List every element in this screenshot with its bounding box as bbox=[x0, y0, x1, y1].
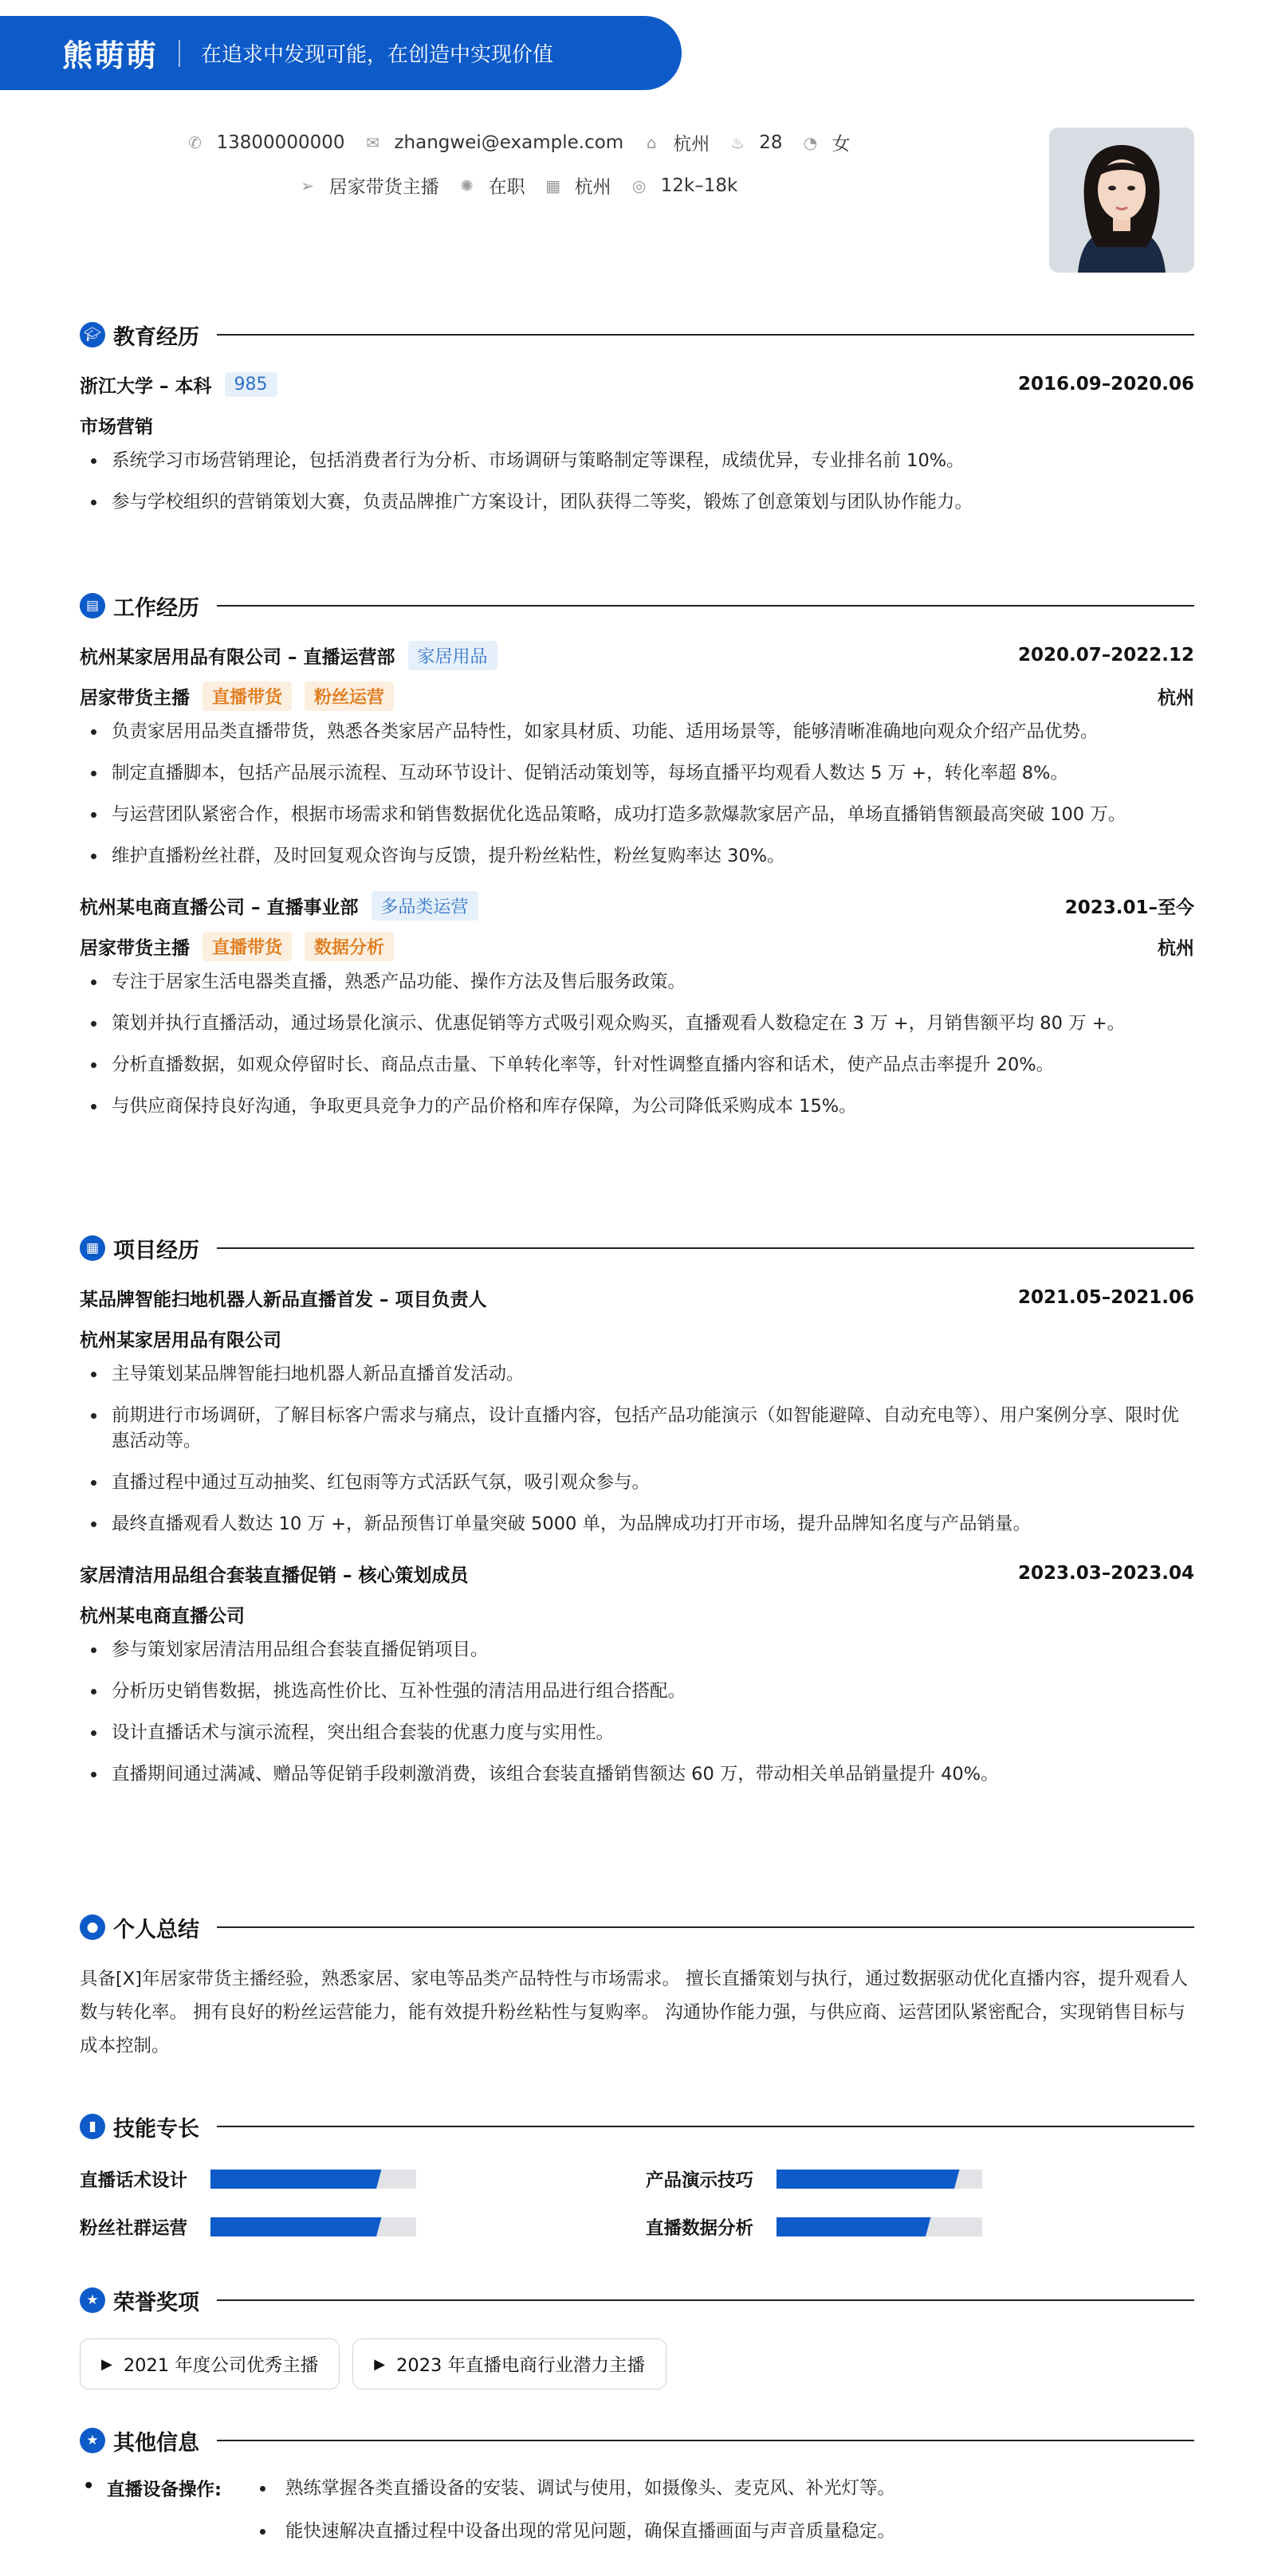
job-date: 2020.07–2022.12 bbox=[1017, 645, 1194, 666]
section-title: 技能专长 bbox=[113, 2116, 199, 2142]
honors-header bbox=[80, 2283, 1194, 2318]
contact-gender: ◔ 女 bbox=[801, 129, 850, 155]
list-item: • 分析历史销售数据，挑选高性价比、互补性强的清洁用品进行组合搭配。 bbox=[107, 1679, 1194, 1704]
section-title: 项目经历 bbox=[113, 1238, 199, 1263]
list-item: • 参与学校组织的营销策划大赛，负责品牌推广方案设计，团队获得二等奖，锻炼了创意策划与团队协作能力。 bbox=[107, 489, 1194, 515]
education-header bbox=[80, 317, 1194, 352]
other-label: • 直播设备操作: bbox=[80, 2476, 250, 2562]
list-item: • 维护直播粉丝社群，及时回复观众咨询与反馈，提升粉丝粘性，粉丝复购率达 30%。 bbox=[107, 843, 1194, 869]
project-name: 某品牌智能扫地机器人新品直播首发 – 项目负责人 bbox=[80, 1289, 487, 1310]
contact-row-job bbox=[0, 172, 1036, 198]
skill-tag: 粉丝运营 bbox=[305, 681, 394, 711]
section-divider bbox=[217, 334, 1194, 336]
skill-level-fill bbox=[777, 2170, 965, 2189]
education-bullets bbox=[80, 448, 1194, 515]
project-company: 杭州某家居用品有限公司 bbox=[80, 1329, 281, 1351]
contact-status: ✺ 在职 bbox=[458, 172, 525, 198]
job-role: 居家带货主播 bbox=[80, 937, 190, 959]
summary-section bbox=[80, 1910, 1194, 2063]
project-entry-head bbox=[80, 1557, 1194, 1589]
project-bullets bbox=[80, 1361, 1194, 1537]
other-section bbox=[80, 2423, 1194, 2562]
project-company-row bbox=[80, 1599, 1194, 1629]
job-city: 杭州 bbox=[1158, 937, 1194, 959]
skills-header bbox=[80, 2109, 1194, 2144]
summary-text: 具备[X]年居家带货主播经验，熟悉家居、家电等品类产品特性与市场需求。 擅长直播策划与执行，通过数据驱动优化直播内容，提升观看人数与转化率。 拥有良好的粉丝运营能力，能有效提升粉丝粘性与复购率。 沟通协作能力强，与供应商、运营团队紧密配合，实现销售目标与成本控制。 bbox=[80, 1969, 1189, 2056]
major: 市场营销 bbox=[80, 416, 153, 438]
company-name: 杭州某电商直播公司 – 直播事业部 bbox=[80, 897, 359, 918]
list-item: • 前期进行市场调研，了解目标客户需求与痛点，设计直播内容，包括产品功能演示（如智能避障、自动充电等）、用户案例分享、限时优惠活动等。 bbox=[107, 1403, 1194, 1454]
gender-icon: ◔ bbox=[803, 132, 818, 152]
contact-city: ⌂ 杭州 bbox=[643, 129, 710, 155]
section-title: 其他信息 bbox=[113, 2430, 199, 2456]
other-list bbox=[250, 2476, 895, 2562]
list-item: • 设计直播话术与演示流程，突出组合套装的优惠力度与实用性。 bbox=[107, 1720, 1194, 1745]
education-major-row bbox=[80, 410, 1194, 440]
play-icon: ▶ bbox=[101, 2355, 112, 2373]
skill-name: 直播话术设计 bbox=[80, 2170, 188, 2191]
work-section bbox=[80, 588, 1194, 1119]
contact-email: ✉ zhangwei@example.com bbox=[364, 132, 623, 153]
award-icon: ★ bbox=[80, 2428, 105, 2453]
section-divider bbox=[217, 605, 1194, 607]
skill-tag: 数据分析 bbox=[305, 932, 394, 961]
section-divider bbox=[217, 1247, 1194, 1249]
skill-name: 产品演示技巧 bbox=[646, 2170, 754, 2191]
job-bullets bbox=[80, 969, 1194, 1119]
contact-row-basic bbox=[0, 129, 1036, 155]
job-date: 2023.01–至今 bbox=[1064, 897, 1194, 918]
list-item: • 负责家居用品类直播带货，熟悉各类家居产品特性，如家具材质、功能、适用场景等，能够清晰准确地向观众介绍产品优势。 bbox=[107, 719, 1194, 744]
skill-item bbox=[646, 2166, 1194, 2192]
home-icon: ⌂ bbox=[646, 132, 657, 152]
name-banner bbox=[0, 16, 682, 90]
skill-level-bar bbox=[210, 2170, 416, 2189]
other-info bbox=[80, 2476, 1194, 2562]
banner-divider bbox=[179, 40, 180, 67]
section-title: 个人总结 bbox=[113, 1917, 199, 1942]
skill-level-fill bbox=[210, 2170, 387, 2189]
education-entry-head bbox=[80, 368, 1194, 400]
project-name: 家居清洁用品组合套装直播促销 – 核心策划成员 bbox=[80, 1565, 469, 1586]
list-item: • 与运营团队紧密合作，根据市场需求和销售数据优化选品策略，成功打造多款爆款家居产品，单场直播销售额最高突破 100 万。 bbox=[107, 802, 1194, 827]
project-date: 2023.03–2023.04 bbox=[1017, 1563, 1194, 1584]
section-divider bbox=[217, 1926, 1194, 1928]
contact-phone: ✆ 13800000000 bbox=[187, 132, 345, 153]
other-row bbox=[80, 2476, 1194, 2562]
candidate-name: 熊萌萌 bbox=[62, 38, 159, 73]
honor-chip: ▶ 2021 年度公司优秀主播 bbox=[80, 2338, 340, 2389]
section-divider bbox=[217, 2299, 1194, 2301]
list-item: • 熟练掌握各类直播设备的安装、调试与使用，如摄像头、麦克风、补光灯等。 bbox=[276, 2476, 895, 2501]
contact-salary: ◎ 12k–18k bbox=[631, 175, 738, 196]
skill-item bbox=[646, 2214, 1194, 2240]
list-item: • 能快速解决直播过程中设备出现的常见问题，确保直播画面与声音质量稳定。 bbox=[276, 2519, 895, 2544]
play-icon: ▶ bbox=[374, 2355, 386, 2373]
projects-header bbox=[80, 1231, 1194, 1266]
job-role-row bbox=[80, 681, 1194, 711]
skill-level-fill bbox=[210, 2217, 387, 2236]
education-section bbox=[80, 317, 1194, 515]
contact-age: ♨ 28 bbox=[729, 132, 782, 153]
graduation-cap-icon: 🎓︎ bbox=[80, 322, 105, 348]
company-name: 杭州某家居用品有限公司 – 直播运营部 bbox=[80, 646, 395, 668]
list-item: • 分析直播数据，如观众停留时长、商品点击量、下单转化率等，针对性调整直播内容和话术，使产品点击率提升 20%。 bbox=[107, 1052, 1194, 1078]
list-item: • 最终直播观看人数达 10 万 +，新品预售订单量突破 5000 单，为品牌成功打开市场，提升品牌知名度与产品销量。 bbox=[107, 1511, 1194, 1537]
avatar bbox=[1049, 128, 1194, 273]
loading-icon: ✺ bbox=[460, 175, 474, 195]
honors-list bbox=[80, 2338, 1194, 2389]
school-tag: 985 bbox=[225, 372, 277, 397]
company-tag: 多品类运营 bbox=[372, 891, 478, 921]
project-date: 2021.05–2021.06 bbox=[1017, 1287, 1194, 1308]
job-bullets bbox=[80, 719, 1194, 869]
section-title: 荣誉奖项 bbox=[113, 2290, 199, 2315]
job-entry-head bbox=[80, 639, 1194, 671]
job-city: 杭州 bbox=[1158, 687, 1194, 709]
project-bullets bbox=[80, 1637, 1194, 1787]
send-icon: ➢ bbox=[301, 175, 315, 195]
skills-section bbox=[80, 2109, 1194, 2240]
skill-tag: 直播带货 bbox=[202, 932, 292, 961]
job-role-row bbox=[80, 931, 1194, 961]
summary-header bbox=[80, 1910, 1194, 1945]
avatar-portrait-icon bbox=[1049, 128, 1194, 273]
user-icon: ● bbox=[80, 1914, 105, 1940]
job-role: 居家带货主播 bbox=[80, 687, 190, 709]
phone-icon: ✆ bbox=[188, 132, 202, 152]
list-item: • 与供应商保持良好沟通，争取更具竞争力的产品价格和库存保障，为公司降低采购成本 15%。 bbox=[107, 1094, 1194, 1119]
project-entry-head bbox=[80, 1282, 1194, 1314]
mail-icon: ✉ bbox=[366, 132, 379, 152]
building-icon: ▦ bbox=[545, 175, 561, 195]
skill-item bbox=[80, 2214, 646, 2240]
honor-chip: ▶ 2023 年直播电商行业潜力主播 bbox=[352, 2338, 666, 2389]
list-item: • 专注于居家生活电器类直播，熟悉产品功能、操作方法及售后服务政策。 bbox=[107, 969, 1194, 995]
cake-icon: ♨ bbox=[730, 132, 745, 152]
skill-name: 粉丝社群运营 bbox=[80, 2218, 188, 2239]
skill-level-fill bbox=[777, 2217, 937, 2236]
skill-name: 直播数据分析 bbox=[646, 2218, 754, 2239]
skill-level-bar bbox=[777, 2217, 982, 2236]
list-item: • 直播过程中通过互动抽奖、红包雨等方式活跃气氛，吸引观众参与。 bbox=[107, 1470, 1194, 1495]
candidate-slogan: 在追求中发现可能，在创造中实现价值 bbox=[201, 43, 554, 67]
list-item: • 参与策划家居清洁用品组合套装直播促销项目。 bbox=[107, 1637, 1194, 1663]
list-item: • 系统学习市场营销理论，包括消费者行为分析、市场调研与策略制定等课程，成绩优异，专业排名前 10%。 bbox=[107, 448, 1194, 473]
skill-tag: 直播带货 bbox=[202, 681, 292, 711]
list-item: • 制定直播脚本，包括产品展示流程、互动环节设计、促销活动策划等，每场直播平均观看人数达 5 万 +，转化率超 8%。 bbox=[107, 760, 1194, 786]
job-entry-head bbox=[80, 889, 1194, 921]
grid-icon: ▦ bbox=[80, 1235, 105, 1261]
skill-level-bar bbox=[777, 2170, 982, 2189]
briefcase-icon: ▤ bbox=[80, 593, 105, 618]
award-icon: ★ bbox=[80, 2287, 105, 2313]
company-tag: 家居用品 bbox=[408, 641, 497, 670]
skill-item bbox=[80, 2166, 646, 2192]
project-company: 杭州某电商直播公司 bbox=[80, 1605, 245, 1627]
list-item: • 直播期间通过满减、赠品等促销手段刺激消费，该组合套装直播销售额达 60 万，带动相关单品销量提升 40%。 bbox=[107, 1761, 1194, 1787]
other-header bbox=[80, 2423, 1194, 2458]
section-title: 工作经历 bbox=[113, 595, 199, 621]
education-date: 2016.09–2020.06 bbox=[1017, 374, 1194, 395]
section-divider bbox=[217, 2440, 1194, 2441]
bar-chart-icon: ▮ bbox=[80, 2114, 105, 2139]
section-title: 教育经历 bbox=[113, 324, 199, 350]
project-company-row bbox=[80, 1323, 1194, 1353]
contact-work-city: ▦ 杭州 bbox=[545, 175, 611, 198]
honors-section bbox=[80, 2283, 1194, 2389]
coin-icon: ◎ bbox=[631, 175, 647, 195]
contact-position: ➢ 居家带货主播 bbox=[299, 172, 439, 198]
list-item: • 策划并执行直播活动，通过场景化演示、优惠促销等方式吸引观众购买，直播观看人数稳定在 3 万 +，月销售额平均 80 万 +。 bbox=[107, 1011, 1194, 1036]
skill-level-bar bbox=[210, 2217, 416, 2236]
section-divider bbox=[217, 2126, 1194, 2127]
list-item: • 主导策划某品牌智能扫地机器人新品直播首发活动。 bbox=[107, 1361, 1194, 1387]
work-header bbox=[80, 588, 1194, 623]
skills-grid bbox=[80, 2166, 1194, 2240]
projects-section bbox=[80, 1231, 1194, 1787]
school-name: 浙江大学 – 本科 bbox=[80, 375, 212, 397]
